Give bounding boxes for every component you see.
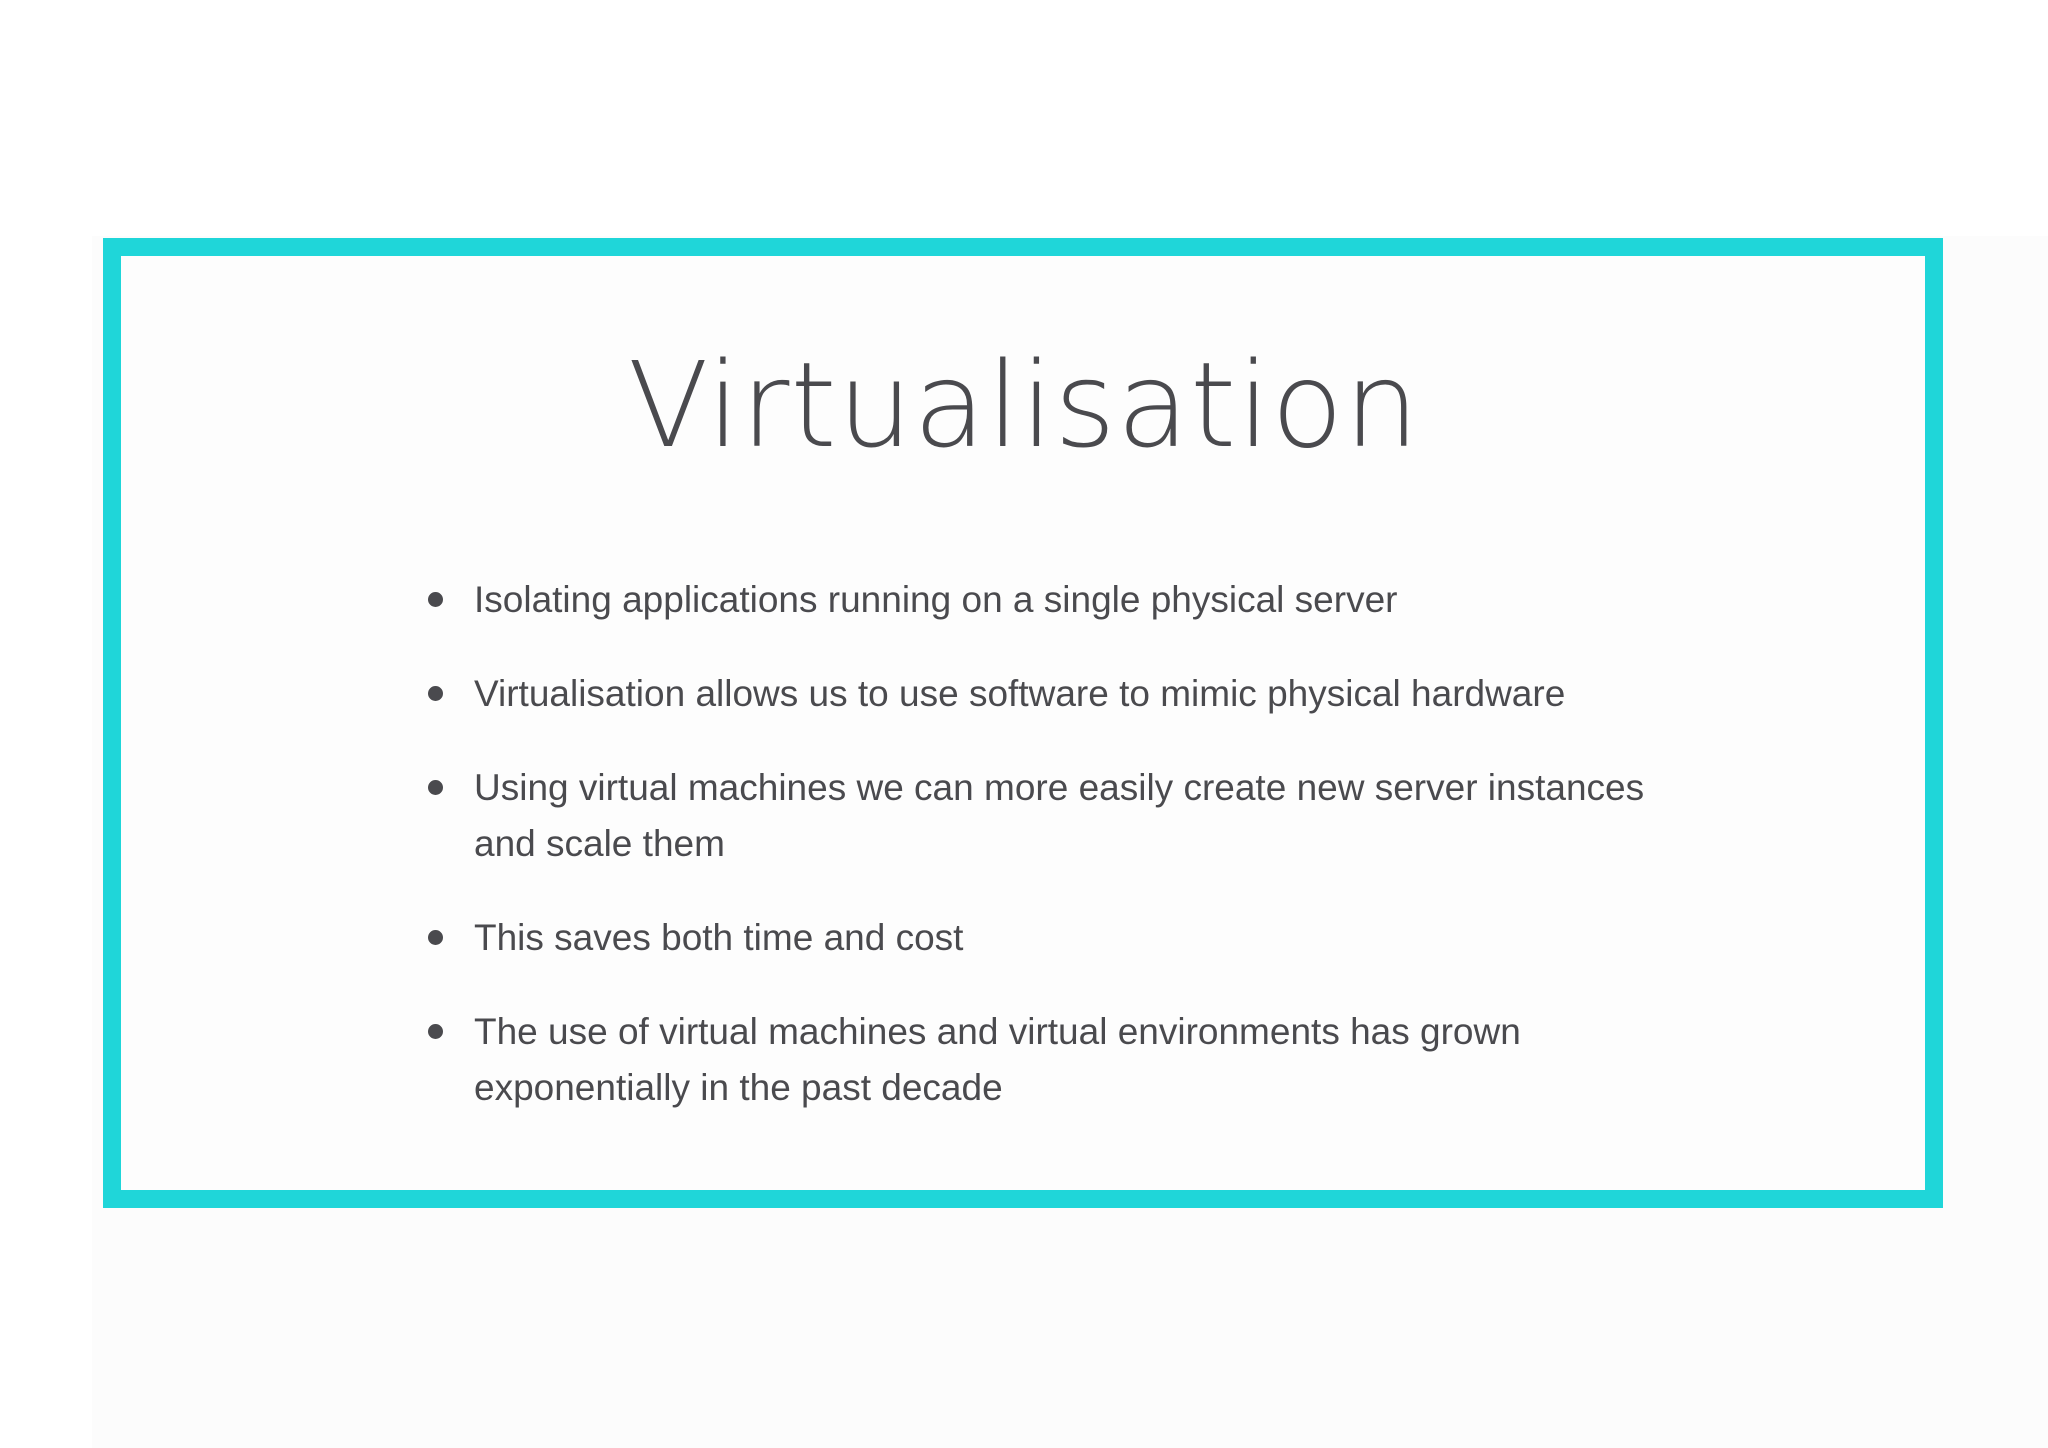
bullet-text: Virtualisation allows us to use software to mimic physical hardware [474,673,1566,714]
bullet-dot-icon [428,930,443,945]
bullet-item [420,572,1650,628]
bullet-text: Isolating applications running on a single physical server [474,579,1398,620]
bullet-dot-icon [428,686,443,701]
bullet-list [420,572,1650,1154]
bullet-item [420,1004,1650,1116]
slide-title: Virtualisation [627,336,1421,474]
bullet-dot-icon [428,1024,443,1039]
bullet-item [420,760,1650,872]
bullet-text: Using virtual machines we can more easily create new server instances and scale them [474,767,1645,864]
bullet-dot-icon [428,780,443,795]
bullet-item [420,910,1650,966]
bullet-text: This saves both time and cost [474,917,964,958]
bullet-text: The use of virtual machines and virtual environments has grown exponentially in the past decade [474,1011,1521,1108]
bullet-dot-icon [428,592,443,607]
bullet-item [420,666,1650,722]
